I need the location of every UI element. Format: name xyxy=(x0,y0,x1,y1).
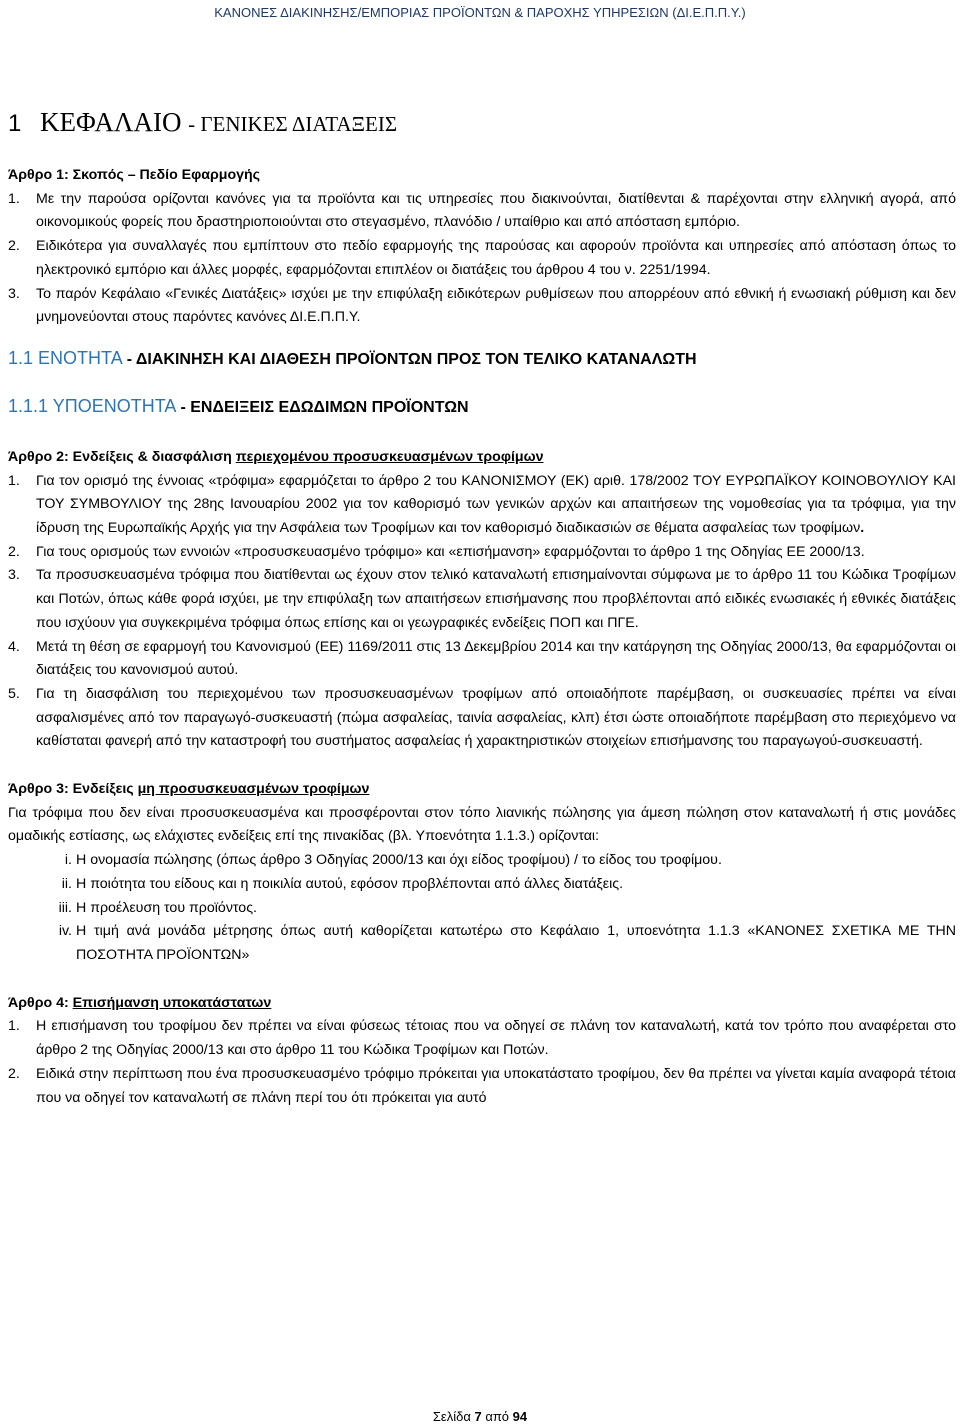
section-number: 1.1 xyxy=(8,347,34,368)
item-number: 3. xyxy=(8,285,20,302)
article-2-title xyxy=(8,446,956,470)
subsection-heading xyxy=(8,392,956,422)
article-2-title-prefix: Άρθρο 2: Ενδείξεις & διασφάλιση xyxy=(8,448,236,465)
item-text: Ειδικά στην περίπτωση που ένα προσυσκευασμένο τρόφιμο πρόκειται για υποκατάστατο τροφίμου, δεν θα πρέπει να γίνεται καμία αναφορά τέτοια που να οδηγεί τον καταναλωτή σε πλάνη περί του ότι πρόκειται για αυτό xyxy=(36,1065,956,1106)
chapter-subtitle: - ΓΕΝΙΚΕΣ ΔΙΑΤΑΞΕΙΣ xyxy=(188,112,398,136)
item-text xyxy=(36,470,956,541)
article-2-item-1 xyxy=(8,470,956,541)
item-number: 2. xyxy=(8,238,20,255)
subsection-number: 1.1.1 xyxy=(8,395,49,416)
item-number: 2. xyxy=(8,1065,20,1082)
item-text: Το παρόν Κεφάλαιο «Γενικές Διατάξεις» ισχύει με την επιφύλαξη ειδικότερων ρυθμίσεων που απορρέουν από εθνική ή ενωσιακή ρύθμιση και δεν μνημονεύονται στους παρόντες κανόνες ΔΙ.Ε.Π.Π.Υ. xyxy=(36,285,956,326)
article-1-item-3 xyxy=(8,283,956,330)
item-text: Η τιμή ανά μονάδα μέτρησης όπως αυτή καθορίζεται κατωτέρω στο Κεφάλαιο 1, υποενότητα 1.1.3 «ΚΑΝΟΝΕΣ ΣΧΕΤΙΚΑ ΜΕ ΤΗΝ ΠΟΣΟΤΗΤΑ ΠΡΟΪΟΝΤΩΝ» xyxy=(76,923,956,963)
section-heading xyxy=(8,344,956,374)
item-text-tail: . xyxy=(860,520,865,537)
page-content xyxy=(8,104,956,1110)
item-text: Η προέλευση του προϊόντος. xyxy=(76,899,257,916)
item-text: Η επισήμανση του τροφίμου δεν πρέπει να είναι φύσεως τέτοιας που να οδηγεί σε πλάνη τον καταναλωτή, κατά τον τρόπο που αναφέρεται στο άρθρο 2 της Οδηγίας 2000/13 και στο άρθρο 11 του Κώδικα Τροφίμων και Ποτών. xyxy=(36,1018,956,1059)
item-text: Για τους ορισμούς των εννοιών «προσυσκευασμένο τρόφιμο» και «επισήμανση» εφαρμόζονται το άρθρο 1 της Οδηγίας ΕΕ 2000/13. xyxy=(36,543,865,560)
footer-prefix: Σελίδα xyxy=(432,1409,475,1424)
article-4-item-2 xyxy=(8,1063,956,1110)
footer-current-page: 7 xyxy=(474,1409,482,1424)
chapter-word: ΚΕΦΑΛΑΙΟ xyxy=(40,107,182,137)
article-3-item-i xyxy=(8,849,956,873)
item-number: 1. xyxy=(8,1018,20,1035)
item-number: 5. xyxy=(8,685,20,702)
chapter-number: 1 xyxy=(8,110,22,137)
article-1-item-1 xyxy=(8,188,956,235)
chapter-heading xyxy=(8,104,956,142)
subsection-title: - ΕΝΔΕΙΞΕΙΣ ΕΔΩΔΙΜΩΝ ΠΡΟΪΟΝΤΩΝ xyxy=(180,398,469,416)
item-number: 4. xyxy=(8,638,20,655)
article-1-item-2 xyxy=(8,235,956,282)
article-3-title-underlined: μη προσυσκευασμένων τροφίμων xyxy=(137,781,370,798)
article-2-item-4 xyxy=(8,636,956,683)
article-4-item-1 xyxy=(8,1015,956,1062)
running-header: ΚΑΝΟΝΕΣ ΔΙΑΚΙΝΗΣΗΣ/ΕΜΠΟΡΙΑΣ ΠΡΟΪΟΝΤΩΝ & ΠΑΡΟΧΗΣ ΥΠΗΡΕΣΙΩΝ (ΔΙ.Ε.Π.Π.Υ.) xyxy=(214,5,746,20)
article-1-title: Άρθρο 1: Σκοπός – Πεδίο Εφαρμογής xyxy=(8,167,261,183)
article-3-title xyxy=(8,778,956,802)
item-number: 1. xyxy=(8,190,20,207)
footer-middle: από xyxy=(481,1409,513,1424)
item-number: iv. xyxy=(58,923,72,940)
page-footer xyxy=(0,1408,960,1426)
subsection-word: ΥΠΟΕΝΟΤΗΤΑ xyxy=(52,395,176,416)
item-number: 1. xyxy=(8,472,20,489)
item-number: i. xyxy=(64,852,72,869)
article-2-item-5 xyxy=(8,683,956,754)
item-text: Μετά τη θέση σε εφαρμογή του Κανονισμού (ΕΕ) 1169/2011 στις 13 Δεκεμβρίου 2014 και την κατάργηση της Οδηγίας 2000/13, θα εφαρμόζονται οι διατάξεις του κανονισμού αυτού. xyxy=(36,638,956,679)
item-text-body: Για τον ορισμό της έννοιας «τρόφιμα» εφαρμόζεται το άρθρο 2 του ΚΑΝΟΝΙΣΜΟΥ (ΕΚ) αριθ. 178/2002 ΤΟΥ ΕΥΡΩΠΑΪΚΟΥ ΚΟΙΝΟΒΟΥΛΙΟΥ ΚΑΙ ΤΟΥ ΣΥΜΒΟΥΛΙΟΥ της 28ης Ιανουαρίου 2002 για τον καθορισμό των γενικών αρχών και απαιτήσεων της νομοθεσίας για τα τρόφιμα, για την ίδρυση της Ευρωπαϊκής Αρχής για την Ασφάλεια των Τροφίμων και τον καθορισμό διαδικασιών σε θέματα ασφαλείας των τροφίμων xyxy=(36,472,956,537)
article-2-title-underlined: περιεχομένου προσυσκευασμένων τροφίμων xyxy=(235,448,544,465)
item-text: Με την παρούσα ορίζονται κανόνες για τα προϊόντα και τις υπηρεσίες που διακινούνται, διατίθενται & παρέχονται στην ελληνική αγορά, από οικονομικούς φορείς που δραστηριοποιούνται στο στεγασμένο, πλανόδιο / υπαίθριο και από απόσταση εμπόριο. xyxy=(36,190,956,231)
item-number: 3. xyxy=(8,567,20,584)
article-3-title-prefix: Άρθρο 3: Ενδείξεις xyxy=(8,781,138,798)
footer-total-pages: 94 xyxy=(512,1409,528,1424)
item-number: ii. xyxy=(61,875,72,892)
section-word: ΕΝΟΤΗΤΑ xyxy=(38,347,122,368)
article-2-item-3 xyxy=(8,564,956,635)
item-text: Τα προσυσκευασμένα τρόφιμα που διατίθενται ως έχουν στον τελικό καταναλωτή επισημαίνονται σύμφωνα με το άρθρο 11 του Κώδικα Τροφίμων και Ποτών, όπως κάθε φορά ισχύει, με την επιφύλαξη των απαιτήσεων επισήμανσης που προβλέπονται από ειδικές ενωσιακές ή εθνικές διατάξεις που ισχύουν για συγκεκριμένα τρόφιμα όπως επίσης και οι γεωγραφικές ενδείξεις ΠΟΠ και ΠΓΕ. xyxy=(36,567,956,631)
article-4-title-underlined: Επισήμανση υποκατάστατων xyxy=(72,994,272,1011)
item-number: iii. xyxy=(58,899,72,916)
article-4-title xyxy=(8,992,956,1016)
item-text: Η ποιότητα του είδους και η ποικιλία αυτού, εφόσον προβλέπονται από άλλες διατάξεις. xyxy=(76,875,624,892)
item-number: 2. xyxy=(8,543,20,560)
item-text: Ειδικότερα για συναλλαγές που εμπίπτουν στο πεδίο εφαρμογής της παρούσας και αφορούν προϊόντα και υπηρεσίες από απόσταση όπως το ηλεκτρονικό εμπόριο και άλλες μορφές, εφαρμόζονται επιπλέον οι διατάξεις του άρθρου 4 του ν. 2251/1994. xyxy=(36,238,956,278)
article-2-item-2 xyxy=(8,541,956,565)
article-4-title-prefix: Άρθρο 4: xyxy=(8,994,73,1011)
article-3-intro: Για τρόφιμα που δεν είναι προσυσκευασμένα και προσφέρονται στον τόπο λιανικής πώλησης για άμεση πώληση στον καταναλωτή ή στις μονάδες ομαδικής εστίασης, ως ελάχιστες ενδείξεις επί της πινακίδας (βλ. Υποενότητα 1.1.3.) ορίζονται: xyxy=(8,804,956,845)
article-3-item-iii xyxy=(8,897,956,921)
item-text: Για τη διασφάλιση του περιεχομένου των προσυσκευασμένων τροφίμων από οποιαδήποτε παρέμβαση, οι συσκευασίες πρέπει να είναι ασφαλισμένες από τον παραγωγό-συσκευαστή (πώμα ασφαλείας, ταινία ασφαλείας, κλπ) έτσι ώστε οποιαδήποτε παρέμβαση στο περιεχόμενο να καθίσταται φανερή από την καταστροφή του συστήματος ασφαλείας ή χαρακτηριστικών στοιχείων επισήμανσης του παραγωγού-συσκευαστή. xyxy=(36,685,956,750)
section-title: - ΔΙΑΚΙΝΗΣΗ ΚΑΙ ΔΙΑΘΕΣΗ ΠΡΟΪΟΝΤΩΝ ΠΡΟΣ ΤΟΝ ΤΕΛΙΚΟ ΚΑΤΑΝΑΛΩΤΗ xyxy=(126,350,697,368)
article-3-item-iv xyxy=(8,920,956,967)
article-3-item-ii xyxy=(8,873,956,897)
item-text: Η ονομασία πώλησης (όπως άρθρο 3 Οδηγίας 2000/13 και όχι είδος τροφίμου) / το είδος του τροφίμου. xyxy=(76,852,722,869)
